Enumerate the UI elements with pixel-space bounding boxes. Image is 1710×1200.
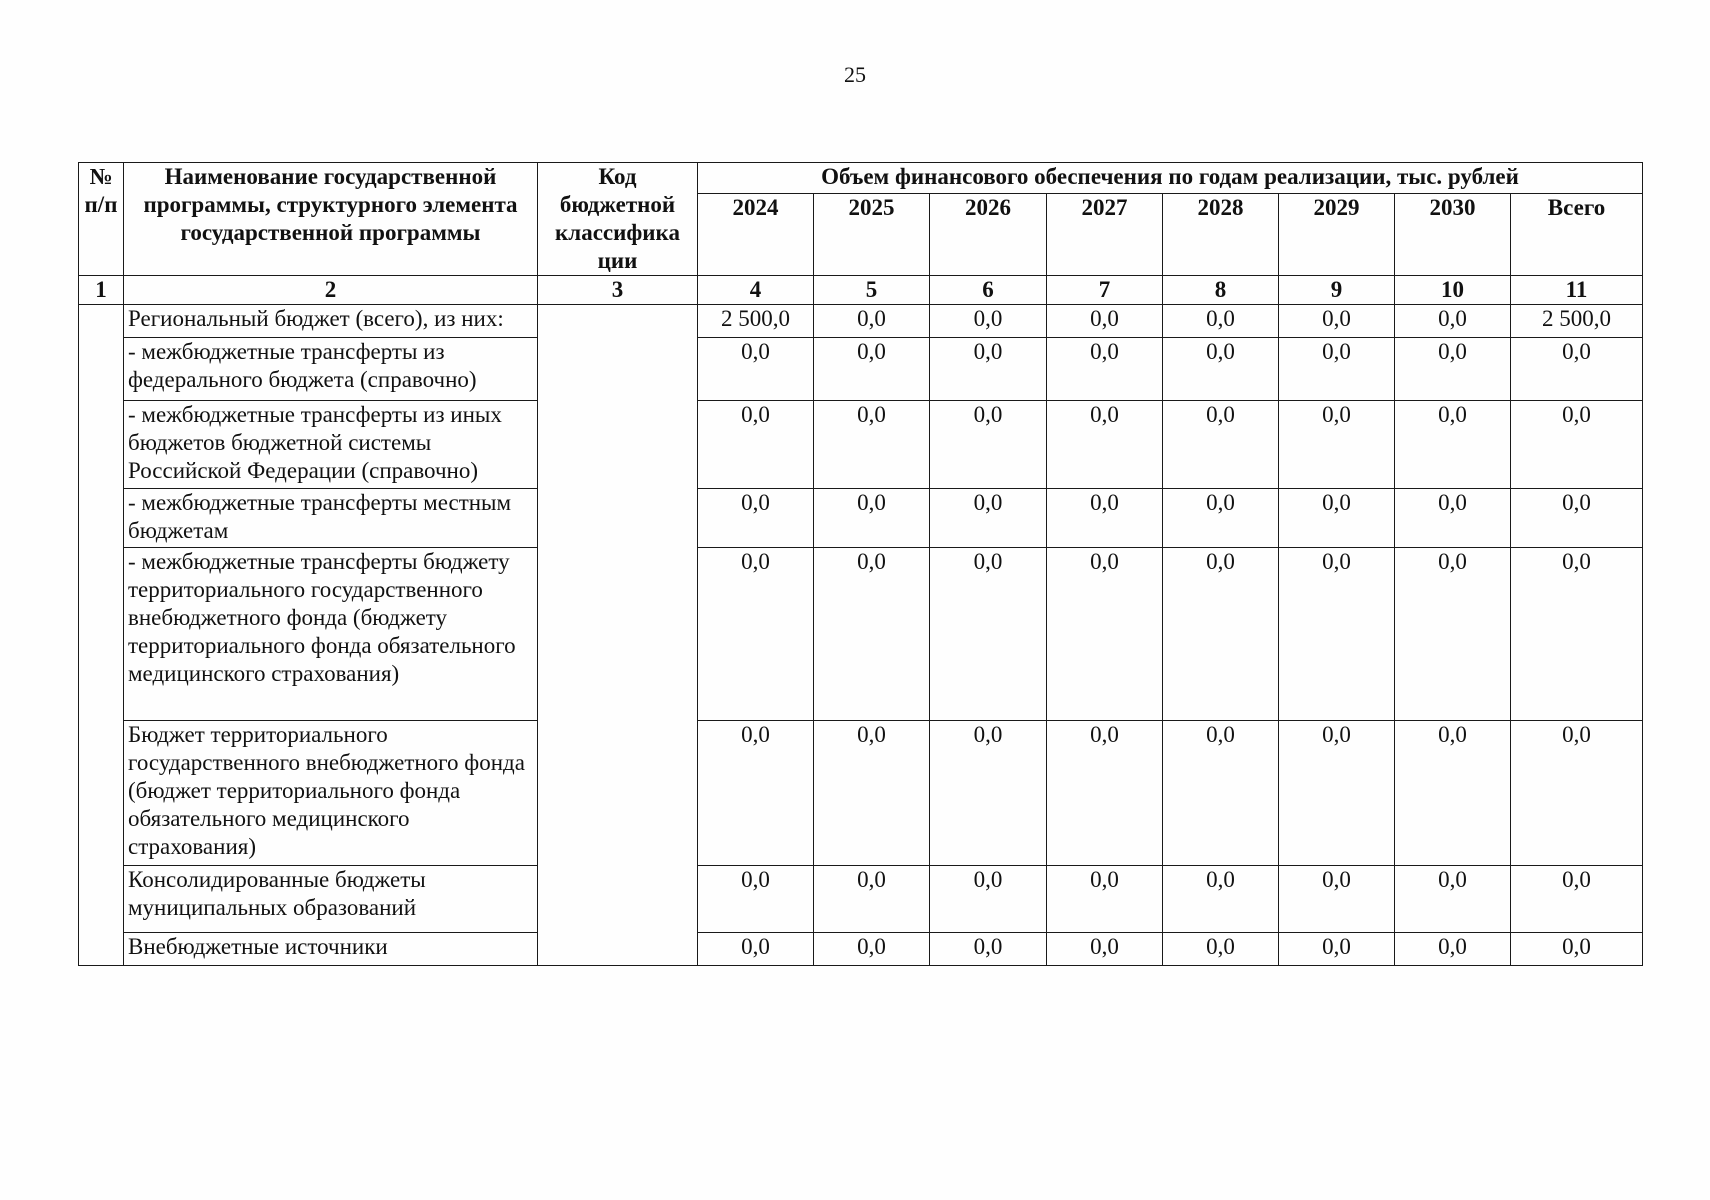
value-cell: 0,0 — [930, 933, 1047, 966]
value-cell: 0,0 — [698, 337, 814, 400]
column-numbering-row — [79, 276, 1643, 305]
value-cell: 0,0 — [1163, 400, 1279, 488]
row-name: - межбюджетные трансферты бюджету территориального государственного внебюджетного фонда (бюджету территориального фонда обязательного медицинского страхования) — [124, 547, 538, 720]
year-header: 2025 — [814, 194, 930, 276]
value-cell: 0,0 — [1279, 866, 1395, 933]
year-header: 2024 — [698, 194, 814, 276]
value-cell: 0,0 — [930, 721, 1047, 866]
value-cell: 0,0 — [930, 547, 1047, 720]
total-cell: 0,0 — [1511, 400, 1643, 488]
value-cell: 0,0 — [1047, 337, 1163, 400]
value-cell: 0,0 — [1279, 721, 1395, 866]
value-cell: 0,0 — [1047, 721, 1163, 866]
value-cell: 0,0 — [814, 721, 930, 866]
value-cell: 0,0 — [930, 866, 1047, 933]
row-name: Региональный бюджет (всего), из них: — [124, 305, 538, 338]
value-cell: 0,0 — [1395, 400, 1511, 488]
budget-code-cell — [538, 305, 698, 966]
value-cell: 0,0 — [814, 337, 930, 400]
value-cell: 0,0 — [814, 933, 930, 966]
budget-table — [78, 162, 1643, 966]
row-name: Внебюджетные источники — [124, 933, 538, 966]
year-header: 2028 — [1163, 194, 1279, 276]
value-cell: 0,0 — [1047, 933, 1163, 966]
column-number: 3 — [538, 276, 698, 305]
value-cell: 0,0 — [1395, 305, 1511, 338]
value-cell: 0,0 — [1395, 866, 1511, 933]
value-cell: 0,0 — [930, 337, 1047, 400]
value-cell: 0,0 — [1163, 866, 1279, 933]
value-cell: 2 500,0 — [698, 305, 814, 338]
total-cell: 0,0 — [1511, 547, 1643, 720]
col-header-num: № п/п — [79, 163, 124, 276]
value-cell: 0,0 — [814, 547, 930, 720]
value-cell: 0,0 — [814, 305, 930, 338]
value-cell: 0,0 — [1047, 305, 1163, 338]
total-cell: 0,0 — [1511, 488, 1643, 547]
value-cell: 0,0 — [1395, 337, 1511, 400]
value-cell: 0,0 — [1047, 547, 1163, 720]
column-number: 2 — [124, 276, 538, 305]
value-cell: 0,0 — [1047, 488, 1163, 547]
column-number: 7 — [1047, 276, 1163, 305]
value-cell: 0,0 — [1395, 721, 1511, 866]
value-cell: 0,0 — [1163, 547, 1279, 720]
value-cell: 0,0 — [814, 866, 930, 933]
value-cell: 0,0 — [1279, 488, 1395, 547]
table-row — [79, 305, 1643, 338]
value-cell: 0,0 — [1163, 337, 1279, 400]
value-cell: 0,0 — [814, 400, 930, 488]
value-cell: 0,0 — [698, 488, 814, 547]
total-cell: 0,0 — [1511, 337, 1643, 400]
value-cell: 0,0 — [1163, 721, 1279, 866]
table-row — [79, 721, 1643, 866]
total-cell: 0,0 — [1511, 933, 1643, 966]
value-cell: 0,0 — [1279, 337, 1395, 400]
row-name: Бюджет территориального государственного внебюджетного фонда (бюджет территориального фонда обязательного медицинского страхования) — [124, 721, 538, 866]
value-cell: 0,0 — [1395, 547, 1511, 720]
row-name: - межбюджетные трансферты местным бюджетам — [124, 488, 538, 547]
value-cell: 0,0 — [698, 547, 814, 720]
value-cell: 0,0 — [1395, 488, 1511, 547]
column-number: 11 — [1511, 276, 1643, 305]
col-header-code: Код бюджетной классифика ции — [538, 163, 698, 276]
value-cell: 0,0 — [698, 721, 814, 866]
row-number-cell — [79, 305, 124, 966]
row-name: Консолидированные бюджеты муниципальных образований — [124, 866, 538, 933]
table-row — [79, 547, 1643, 720]
page-number: 25 — [844, 62, 866, 87]
column-number: 5 — [814, 276, 930, 305]
value-cell: 0,0 — [930, 400, 1047, 488]
value-cell: 0,0 — [930, 488, 1047, 547]
value-cell: 0,0 — [1279, 547, 1395, 720]
column-number: 1 — [79, 276, 124, 305]
row-name: - межбюджетные трансферты из федерального бюджета (справочно) — [124, 337, 538, 400]
year-header: 2029 — [1279, 194, 1395, 276]
table-row — [79, 337, 1643, 400]
column-number: 6 — [930, 276, 1047, 305]
value-cell: 0,0 — [698, 933, 814, 966]
col-header-name: Наименование государственной программы, структурного элемента государственной программы — [124, 163, 538, 276]
table-row — [79, 488, 1643, 547]
total-cell: 0,0 — [1511, 866, 1643, 933]
value-cell: 0,0 — [1395, 933, 1511, 966]
value-cell: 0,0 — [1279, 400, 1395, 488]
value-cell: 0,0 — [1047, 866, 1163, 933]
value-cell: 0,0 — [1279, 305, 1395, 338]
row-name: - межбюджетные трансферты из иных бюджетов бюджетной системы Российской Федерации (справочно) — [124, 400, 538, 488]
table-row — [79, 400, 1643, 488]
value-cell: 0,0 — [1163, 933, 1279, 966]
value-cell: 0,0 — [930, 305, 1047, 338]
value-cell: 0,0 — [814, 488, 930, 547]
column-number: 10 — [1395, 276, 1511, 305]
year-header: 2027 — [1047, 194, 1163, 276]
total-header: Всего — [1511, 194, 1643, 276]
value-cell: 0,0 — [1047, 400, 1163, 488]
total-cell: 2 500,0 — [1511, 305, 1643, 338]
year-header: 2030 — [1395, 194, 1511, 276]
table-row — [79, 933, 1643, 966]
year-header: 2026 — [930, 194, 1047, 276]
total-cell: 0,0 — [1511, 721, 1643, 866]
value-cell: 0,0 — [698, 866, 814, 933]
column-number: 9 — [1279, 276, 1395, 305]
value-cell: 0,0 — [1163, 488, 1279, 547]
column-number: 8 — [1163, 276, 1279, 305]
value-cell: 0,0 — [1279, 933, 1395, 966]
value-cell: 0,0 — [698, 400, 814, 488]
col-header-volume: Объем финансового обеспечения по годам реализации, тыс. рублей — [698, 163, 1643, 194]
header-row — [79, 163, 1643, 194]
value-cell: 0,0 — [1163, 305, 1279, 338]
column-number: 4 — [698, 276, 814, 305]
table-row — [79, 866, 1643, 933]
